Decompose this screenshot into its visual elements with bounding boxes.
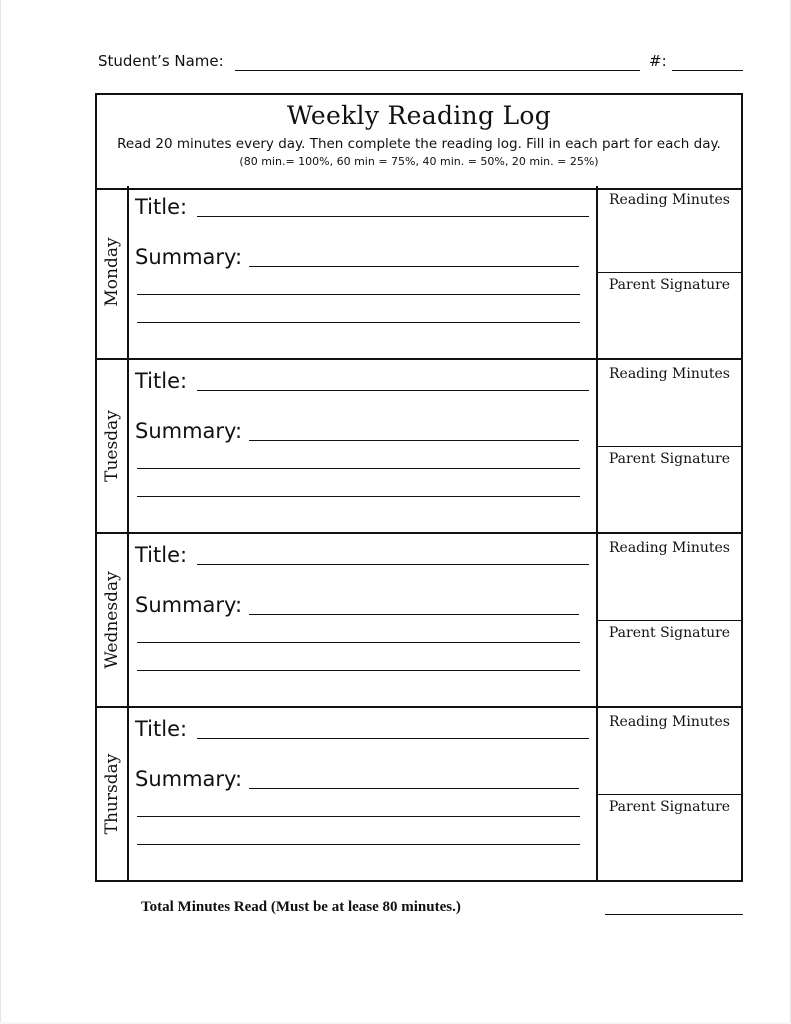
student-info-row	[98, 52, 743, 74]
day-label-wednesday: Wednesday	[102, 571, 122, 669]
summary-label: Summary:	[135, 593, 243, 617]
title-label: Title:	[135, 543, 188, 567]
cell-divider	[598, 272, 741, 273]
entry-area	[129, 708, 596, 880]
parent-signature-label: Parent Signature	[608, 625, 731, 641]
summary-line	[137, 496, 580, 497]
summary-line	[137, 670, 580, 671]
grading-scale-text: (80 min.= 100%, 60 min = 75%, 40 min. = 50%, 20 min. = 25%)	[239, 155, 599, 168]
minutes-signature-cell	[596, 534, 741, 706]
summary-label: Summary:	[135, 245, 243, 269]
summary-line	[137, 322, 580, 323]
log-title: Weekly Reading Log	[286, 101, 552, 130]
reading-minutes-label: Reading Minutes	[609, 540, 730, 556]
minutes-signature-cell	[596, 708, 741, 880]
summary-line	[137, 468, 580, 469]
reading-minutes-label: Reading Minutes	[609, 714, 730, 730]
day-row-wednesday	[97, 534, 741, 708]
entry-area	[129, 534, 596, 706]
entry-area	[129, 186, 596, 358]
student-name-line	[235, 70, 640, 71]
instructions-text: Read 20 minutes every day. Then complete the reading log. Fill in each part for each day.	[117, 136, 721, 152]
title-line	[197, 216, 589, 217]
title-line	[197, 738, 589, 739]
summary-line	[249, 440, 579, 441]
cell-divider	[598, 794, 741, 795]
summary-line	[249, 614, 579, 615]
minutes-signature-cell	[596, 186, 741, 358]
reading-minutes-label: Reading Minutes	[609, 366, 730, 382]
number-line	[672, 70, 743, 71]
summary-line	[137, 642, 580, 643]
minutes-signature-cell	[596, 360, 741, 532]
parent-signature-label: Parent Signature	[608, 277, 731, 293]
title-label: Title:	[135, 369, 188, 393]
number-label: #:	[649, 52, 667, 70]
day-row-thursday	[97, 708, 741, 880]
summary-label: Summary:	[135, 767, 243, 791]
student-name-label: Student’s Name:	[98, 52, 224, 70]
reading-minutes-label: Reading Minutes	[609, 192, 730, 208]
day-label-thursday: Thursday	[102, 753, 122, 835]
title-line	[197, 564, 589, 565]
log-header	[97, 95, 741, 190]
day-cell	[97, 534, 129, 706]
summary-label: Summary:	[135, 419, 243, 443]
entry-area	[129, 360, 596, 532]
day-cell	[97, 360, 129, 532]
summary-line	[137, 294, 580, 295]
summary-line	[137, 816, 580, 817]
cell-divider	[598, 620, 741, 621]
day-label-monday: Monday	[102, 237, 122, 307]
day-cell	[97, 186, 129, 358]
title-label: Title:	[135, 195, 188, 219]
day-cell	[97, 708, 129, 880]
summary-line	[249, 788, 579, 789]
day-row-monday	[97, 186, 741, 360]
summary-line	[137, 844, 580, 845]
cell-divider	[598, 446, 741, 447]
parent-signature-label: Parent Signature	[608, 451, 731, 467]
reading-log-table	[95, 93, 743, 882]
title-label: Title:	[135, 717, 188, 741]
day-row-tuesday	[97, 360, 741, 534]
total-minutes-label: Total Minutes Read (Must be at lease 80 minutes.)	[141, 899, 461, 915]
parent-signature-label: Parent Signature	[608, 799, 731, 815]
summary-line	[249, 266, 579, 267]
day-label-tuesday: Tuesday	[102, 410, 122, 482]
total-minutes-line	[605, 914, 743, 915]
title-line	[197, 390, 589, 391]
